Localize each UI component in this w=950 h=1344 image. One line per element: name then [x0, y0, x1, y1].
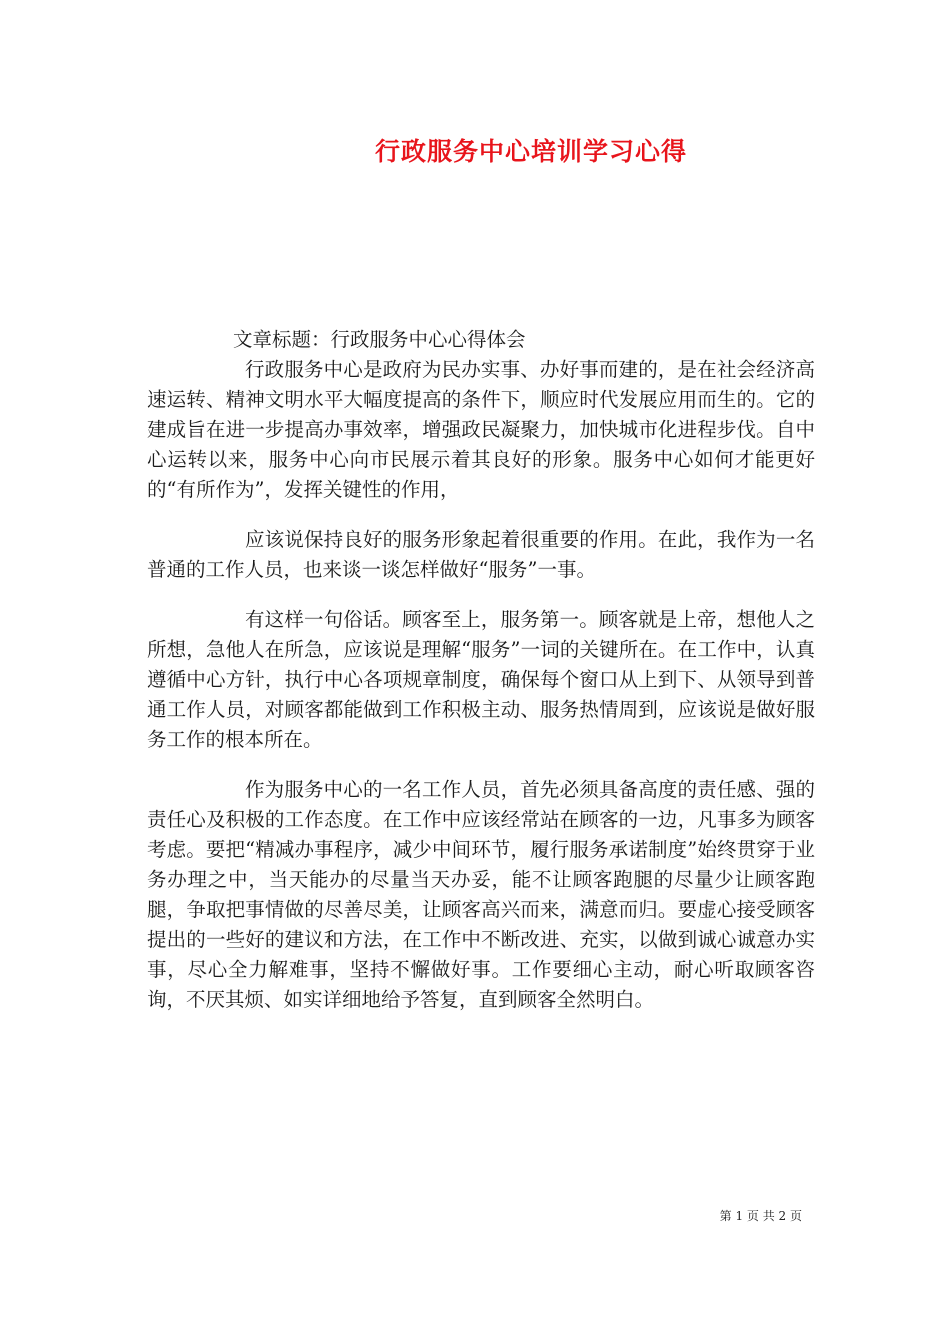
paragraph-1: 行政服务中心是政府为民办实事、办好事而建的，是在社会经济高速运转、精神文明水平大幅度提高的条件下，顺应时代发展应用而生的。它的建成旨在进一步提高办事效率，增强政民凝聚力，加快城市化进程步伐。自中心运转以来，服务中心向市民展示着其良好的形象。服务中心如何才能更好的“有所作为”，发挥关键性的作用， — [147, 358, 815, 501]
paragraph-4: 作为服务中心的一名工作人员，首先必须具备高度的责任感、强的责任心及积极的工作态度。在工作中应该经常站在顾客的一边，凡事多为顾客考虑。要把“精减办事程序，减少中间环节，履行服务承诺制度”始终贯穿于业务办理之中，当天能办的尽量当天办妥，能不让顾客跑腿的尽量少让顾客跑腿，争取把事情做的尽善尽美，让顾客高兴而来，满意而归。要虚心接受顾客提出的一些好的建议和方法，在工作中不断改进、充实，以做到诚心诚意办实事，尽心全力解难事，坚持不懈做好事。工作要细心主动，耐心听取顾客咨询，不厌其烦、如实详细地给予答复，直到顾客全然明白。 — [147, 778, 815, 1011]
page-number-footer: 第 1 页 共 2 页 — [719, 1209, 802, 1223]
paragraph-3: 有这样一句俗话。顾客至上，服务第一。顾客就是上帝，想他人之所想，急他人在所急，应该说是理解“服务”一词的关键所在。在工作中，认真遵循中心方针，执行中心各项规章制度，确保每个窗口从上到下、从领导到普通工作人员，对顾客都能做到工作积极主动、服务热情周到，应该说是做好服务工作的根本所在。 — [147, 608, 815, 751]
document-title: 行政服务中心培训学习心得 — [374, 137, 687, 166]
paragraph-2: 应该说保持良好的服务形象起着很重要的作用。在此，我作为一名普通的工作人员，也来谈一谈怎样做好“服务”一事。 — [147, 528, 815, 581]
article-subtitle: 文章标题：行政服务中心心得体会 — [233, 328, 526, 351]
document-body — [147, 325, 815, 1015]
